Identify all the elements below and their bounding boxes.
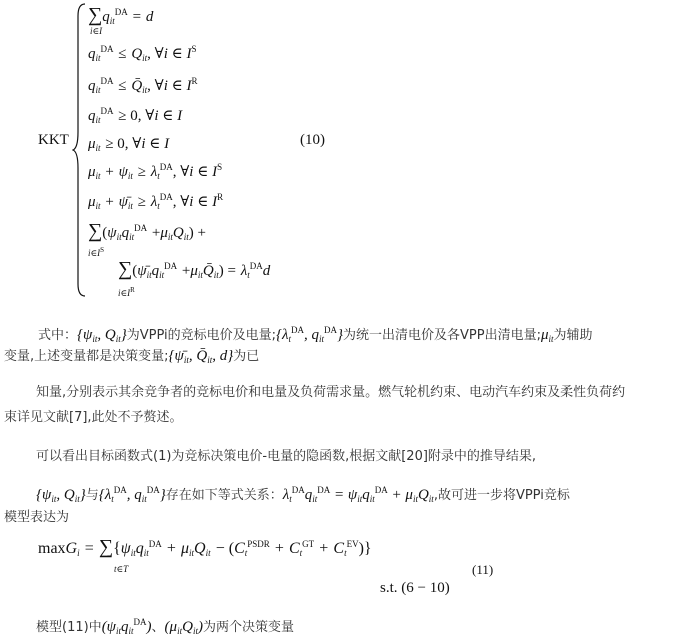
paragraph-5: 模型(11)中$(\psi_{it}q_{it}^{DA})$、$(\mu_{it}Q_{it})$为两个决策变量 (36, 617, 294, 636)
kkt-label: KKT (38, 132, 69, 148)
left-brace (72, 2, 88, 298)
paragraph-4-line-1: {$\psi_{it}$, $Q_{it}$}与{$\lambda_t^{DA}$, $q_{it}^{DA}$}存在如下等式关系：$\lambda_t^{DA}q_{it}^{DA} = \psi_{it}q_{it}^{DA} + \mu_{it}Q_{it}$,故可进一步将VPPi竞标 (36, 485, 570, 504)
kkt-row-3: $q_{it}^{DA}$ ≤ $Q̄_{it}$, ∀i ∈ $I^R$ (88, 76, 198, 95)
paragraph-3: 可以看出目标函数式(1)为竞标决策电价-电量的隐函数,根据文献[20]附录中的推导结果, (36, 449, 537, 464)
kkt-row-5: $\mu_{it} \ge 0$, ∀i ∈ I (88, 136, 170, 153)
paragraph-1-line-2: 变量,上述变量都是决策变量$;\{\psī_{it}$, $Q̄_{it}$, d}为已 (4, 348, 260, 365)
paragraph-2-line-1: 知量,分别表示其余竞争者的竞标电价和电量及负荷需求量。燃气轮机约束、电动汽车约束及柔性负荷约 (36, 385, 626, 400)
paragraph-1-line-1: 式中：{$\psi_{it}$, $Q_{it}$}为VPPi的竞标电价及电量$;\{\lambda_t^{DA}$, $q_{it}^{DA}$}为统一出清电价及各VPP出清电量$;\mu_{it}$为辅助 (38, 325, 593, 344)
kkt-row-8: $\sum(\psi_{it}q_{it}^{DA} +\mu_{it}Q_{it})$ + $i\in I^S$ (88, 220, 206, 258)
kkt-row-4: $q_{it}^{DA} \ge 0$, ∀i ∈ I (88, 106, 183, 125)
kkt-row-7: $\mu_{it}$ + $\psī_{it} \ge \lambda_t^{DA}$, ∀i ∈ $I^R$ (88, 192, 224, 211)
kkt-row-9: $\sum(\psī_{it}q_{it}^{DA}$ $+\mu_{it}Q̄_{it}) = \lambda_t^{DA}d$ $i\in I^R$ (118, 258, 271, 298)
paragraph-4-line-2: 模型表达为 (4, 510, 70, 525)
kkt-row-2: $q_{it}^{DA} \le Q_{it}$, ∀i ∈ $I^S$ (88, 44, 197, 63)
paragraph-2-line-2: 束详见文献[7],此处不予赘述。 (4, 410, 183, 425)
subject-to-constraint: s.t. (6 − 10) (380, 580, 450, 596)
kkt-row-6: $\mu_{it} + \psi_{it} \ge \lambda_t^{DA}$, ∀i ∈ $I^S$ (88, 162, 223, 181)
equation-number-11: (11) (472, 562, 494, 577)
equation-11: $\max G_i = \sum\{\psi_{it}q_{it}^{DA} + \mu_{it}Q_{it} - (C_t^{PSDR} + C_t^{GT} + C_t^{EV})\}$ t∈T (38, 536, 372, 574)
kkt-row-1: $\sum q_{it}^{DA} = d$ i∈I (88, 4, 154, 36)
equation-number-10: (10) (300, 132, 325, 148)
